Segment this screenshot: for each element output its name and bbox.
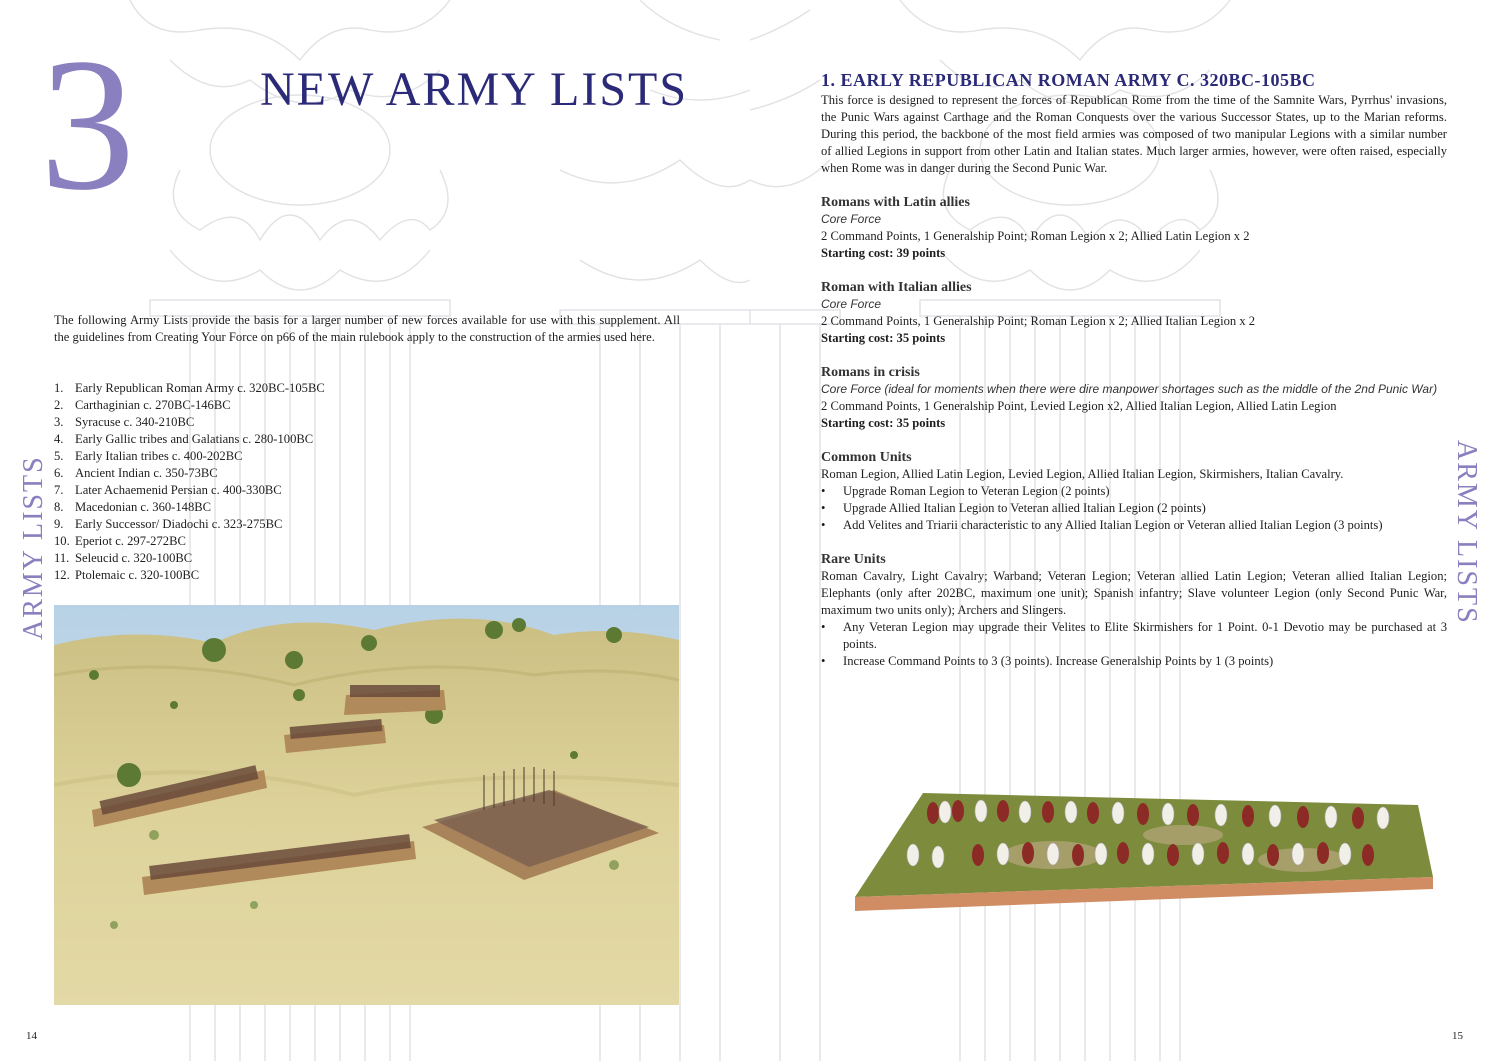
side-label: ARMY LISTS [1451,440,1482,625]
force-cost: Starting cost: 39 points [821,246,946,260]
section-body [821,92,1447,670]
list-item: 9. Early Successor/ Diadochi c. 323-275BC [54,517,283,531]
list-item: • Add Velites and Triarii characteristic to any Allied Italian Legion or Veteran allied Italian Legion (3 points) [821,517,1447,534]
page-number: 14 [26,1030,37,1042]
list-item: 7. Later Achaemenid Persian c. 400-330BC [54,483,282,497]
list-item: 2. Carthaginian c. 270BC-146BC [54,398,231,412]
list-item: 3. Syracuse c. 340-210BC [54,415,195,429]
side-label: ARMY LISTS [18,455,49,640]
list-item: 1. Early Republican Roman Army c. 320BC-105BC [54,381,325,395]
list-item: 11. Seleucid c. 320-100BC [54,551,193,565]
list-item: 8. Macedonian c. 360-148BC [54,500,212,514]
force-cost: Starting cost: 35 points [821,331,946,345]
intro-paragraph: The following Army Lists provide the basis for a larger number of new forces available for use with this supplement. All the guidelines from Creating Your Force on p66 of the main rulebook apply to the construction of the armies used here. [54,313,680,344]
force-heading: Romans in crisis [821,365,920,380]
list-item: 12. Ptolemaic c. 320-100BC [54,568,200,582]
force-heading: Roman with Italian allies [821,280,972,295]
list-item: • Any Veteran Legion may upgrade their Velites to Elite Skirmishers for 1 Point. 0-1 Devotio may be purchased at 3 points. [821,619,1447,653]
rare-units-list [821,619,1447,670]
page-number: 15 [1452,1030,1463,1042]
chapter-title: NEW ARMY LISTS [260,63,689,116]
common-units-heading: Common Units [821,450,912,465]
force-subtitle: Core Force [821,297,882,311]
list-item: • Upgrade Roman Legion to Veteran Legion (2 points) [821,483,1447,500]
common-units-text: Roman Legion, Allied Latin Legion, Levied Legion, Allied Italian Legion, Skirmishers, Italian Cavalry. [821,467,1344,481]
list-item: 4. Early Gallic tribes and Galatians c. 280-100BC [54,432,314,446]
rare-units-text: Roman Cavalry, Light Cavalry; Warband; Veteran Legion; Veteran allied Latin Legion; Veteran allied Italian Legion; Elephants (only after 202BC, maximum one unit); Spanish infantry; Slave volunteer Legion (only Second Punic War, maximum two units only); Archers and Slingers. [821,569,1447,617]
rare-units-heading: Rare Units [821,552,886,567]
force-detail: 2 Command Points, 1 Generalship Point, Levied Legion x2, Allied Italian Legion, Allied Latin Legion [821,399,1337,413]
list-item: 6. Ancient Indian c. 350-73BC [54,466,218,480]
force-cost: Starting cost: 35 points [821,416,946,430]
list-item: 10. Eperiot c. 297-272BC [54,534,186,548]
force-detail: 2 Command Points, 1 Generalship Point; Roman Legion x 2; Allied Latin Legion x 2 [821,229,1250,243]
common-units-list [821,483,1447,534]
chapter-number: 3 [40,20,135,230]
list-item: • Increase Command Points to 3 (3 points). Increase Generalship Points by 1 (3 points) [821,653,1447,670]
list-item: • Upgrade Allied Italian Legion to Veteran allied Italian Legion (2 points) [821,500,1447,517]
section-intro: This force is designed to represent the forces of Republican Rome from the time of the Samnite Wars, Pyrrhus' invasions, the Punic Wars against Carthage and the Roman Conquests over the various Successor States, up to the Marian reforms. During this period, the backbone of the most field armies was composed of two manipular Legions with a similar number of allied Legions in support from other Latin and Italian states. Much larger armies, however, were often raised, especially when Rome was in danger during the Second Punic War. [821,93,1447,175]
force-subtitle: Core Force [821,212,882,226]
list-item: 5. Early Italian tribes c. 400-202BC [54,449,243,463]
force-subtitle: Core Force (ideal for moments when there were dire manpower shortages such as the middle of the 2nd Punic War) [821,382,1438,396]
section-title: 1. EARLY REPUBLICAN ROMAN ARMY C. 320BC-105BC [821,70,1316,90]
battlefield-photo [54,605,679,1005]
miniatures-photo [853,785,1433,915]
army-list [54,380,325,584]
force-detail: 2 Command Points, 1 Generalship Point; Roman Legion x 2; Allied Italian Legion x 2 [821,314,1256,328]
force-heading: Romans with Latin allies [821,195,970,210]
